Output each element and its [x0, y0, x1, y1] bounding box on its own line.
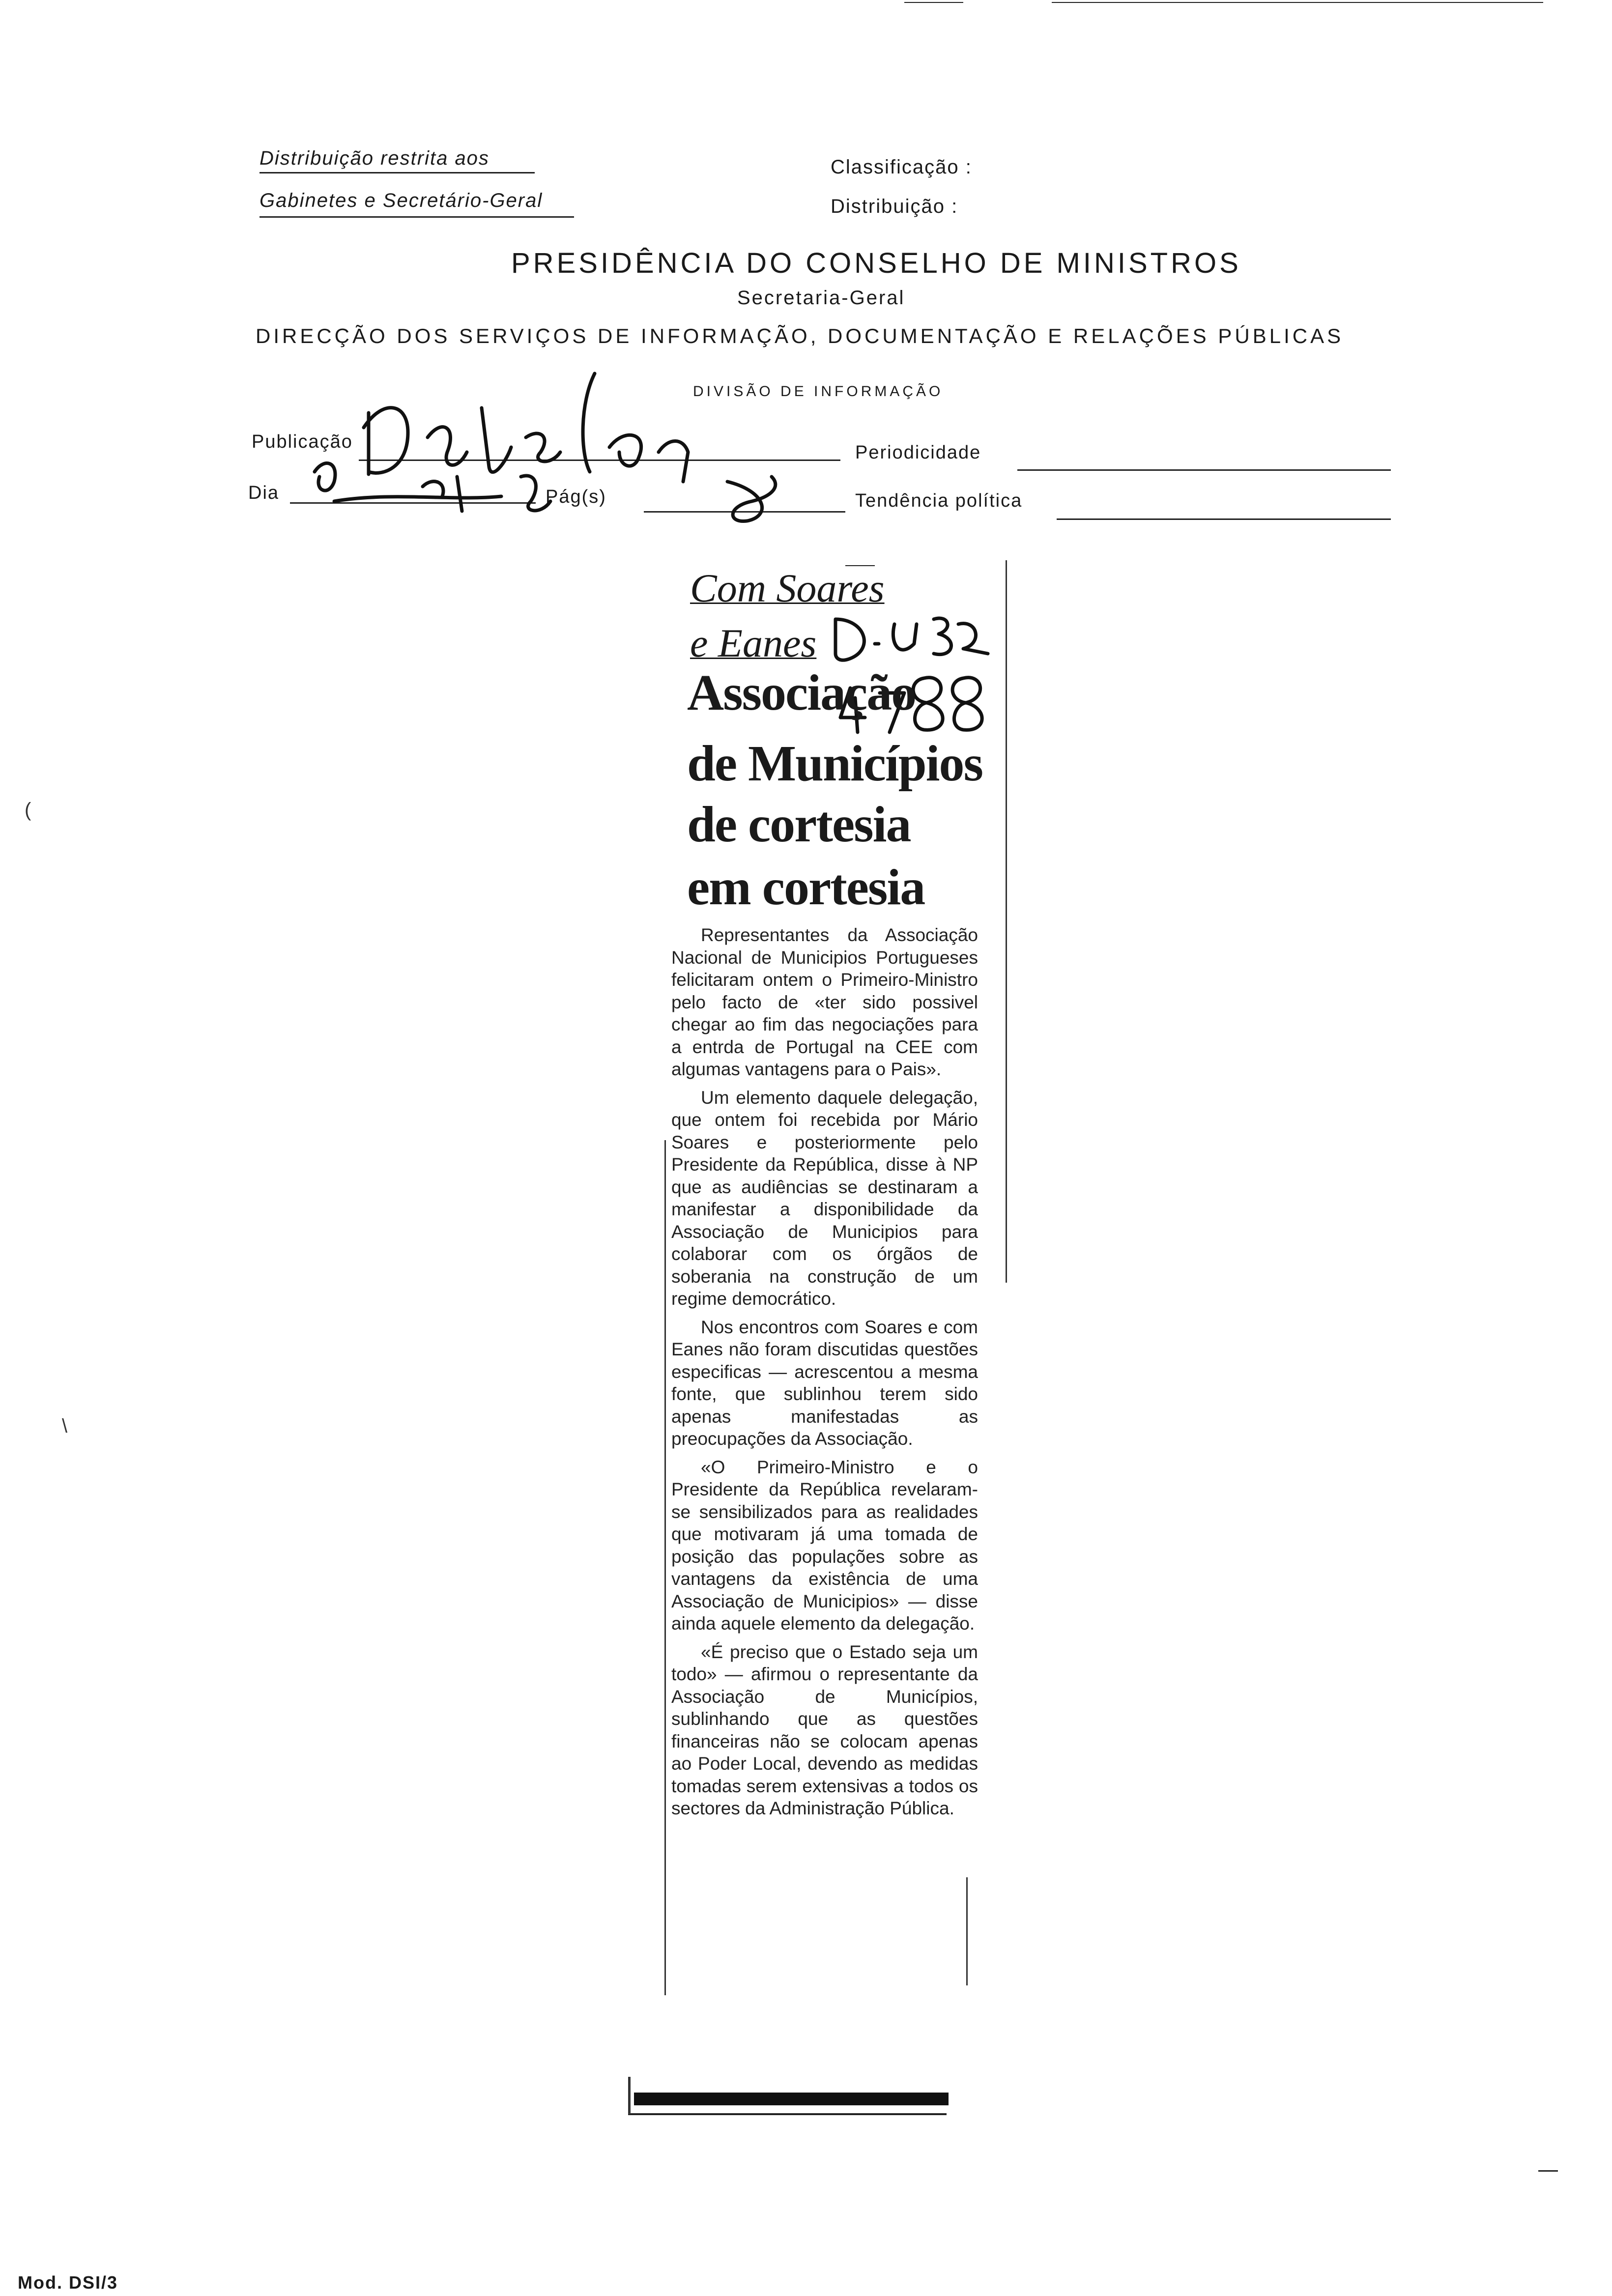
distribution-underline-2 — [259, 216, 574, 218]
article-headline-line3: de cortesia — [687, 796, 911, 853]
publication-label: Publicação — [252, 431, 353, 452]
clipping-right-edge — [1006, 560, 1007, 1283]
handwritten-page-number — [708, 472, 796, 531]
scan-mark-top-1 — [904, 2, 963, 3]
clipping-end-bar — [634, 2093, 949, 2105]
article-paragraph-5: «É preciso que o Estado seja um todo» — afirmou o representante da Associação de Municípios, sublinhando que as questões financeiras não se colocam apenas ao Poder Local, devendo as medidas tomadas serem extensivas a todos os sectores da Administração Pública. — [671, 1641, 978, 1818]
division-line: DIVISÃO DE INFORMAÇÃO — [693, 383, 944, 400]
distribution-note-line2: Gabinetes e Secretário-Geral — [259, 190, 543, 211]
page-title: PRESIDÊNCIA DO CONSELHO DE MINISTROS — [511, 247, 1241, 279]
article-paragraph-3: Nos encontros com Soares e com Eanes não foram discutidas questões especificas — acrescentou a mesma fonte, que sublinhou terem sido apenas manifestadas as preocupações da Associação. — [671, 1317, 978, 1449]
scan-mark-right — [1538, 2170, 1558, 2172]
scan-mark-top-2 — [1052, 2, 1543, 3]
classification-label: Classificação : — [831, 156, 972, 178]
form-code: Mod. DSI/3 — [18, 2272, 118, 2293]
scan-mark-left-2: \ — [62, 1415, 68, 1437]
article-body — [671, 924, 978, 1826]
article-headline-line2: de Municípios — [687, 735, 982, 792]
pages-label: Pág(s) — [546, 487, 606, 507]
tendency-label: Tendência política — [855, 490, 1023, 511]
periodicity-field-line — [1017, 469, 1391, 471]
clipping-right-edge-lower — [966, 1877, 968, 1985]
article-paragraph-1: Representantes da Associação Nacional de Municipios Portugueses felicitaram ontem o Primeiro-Ministro pelo facto de «ter sido possivel chegar ao fim das negociações para a entrda de Portugal na CEE com algumas vantagens para o Pais». — [671, 925, 978, 1079]
distribution-label: Distribuição : — [831, 196, 958, 217]
article-kicker-line1: Com Soares — [690, 566, 885, 610]
handwritten-publication-note — [295, 354, 737, 521]
article-kicker-line2: e Eanes — [690, 621, 817, 665]
clipping-end-bracket — [628, 2077, 631, 2114]
clipping-left-edge — [664, 1140, 666, 1995]
periodicity-label: Periodicidade — [855, 442, 981, 463]
distribution-underline-1 — [259, 172, 535, 173]
clipping-end-rule — [628, 2113, 947, 2115]
article-paragraph-4: «O Primeiro-Ministro e o Presidente da República revelaram-se sensibilizados para as realidades que motivaram já uma tomada de posição das populações sobre as vantagens da existência de uma Associação de Municipios» — disse ainda aquele elemento da delegação. — [671, 1457, 978, 1634]
scan-mark-left: ( — [25, 799, 31, 821]
day-label: Dia — [248, 483, 280, 503]
directorate-line: DIRECÇÃO DOS SERVIÇOS DE INFORMAÇÃO, DOCUMENTAÇÃO E RELAÇÕES PÚBLICAS — [256, 324, 1344, 347]
tendency-field-line — [1057, 518, 1391, 520]
distribution-note-line1: Distribuição restrita aos — [259, 147, 489, 169]
article-headline-line1: Associação — [687, 664, 916, 721]
page-subtitle: Secretaria-Geral — [737, 287, 905, 309]
article-paragraph-2: Um elemento daquele delegação, que ontem foi recebida por Mário Soares e posteriormente pelo Presidente da República, disse à NP que as audiências se destinaram a manifestar a disponibilidade da Associação de Municipios para colaborar com os órgãos de soberania na construção de um regime democrático. — [671, 1087, 978, 1309]
article-headline-line4: em cortesia — [687, 859, 925, 916]
